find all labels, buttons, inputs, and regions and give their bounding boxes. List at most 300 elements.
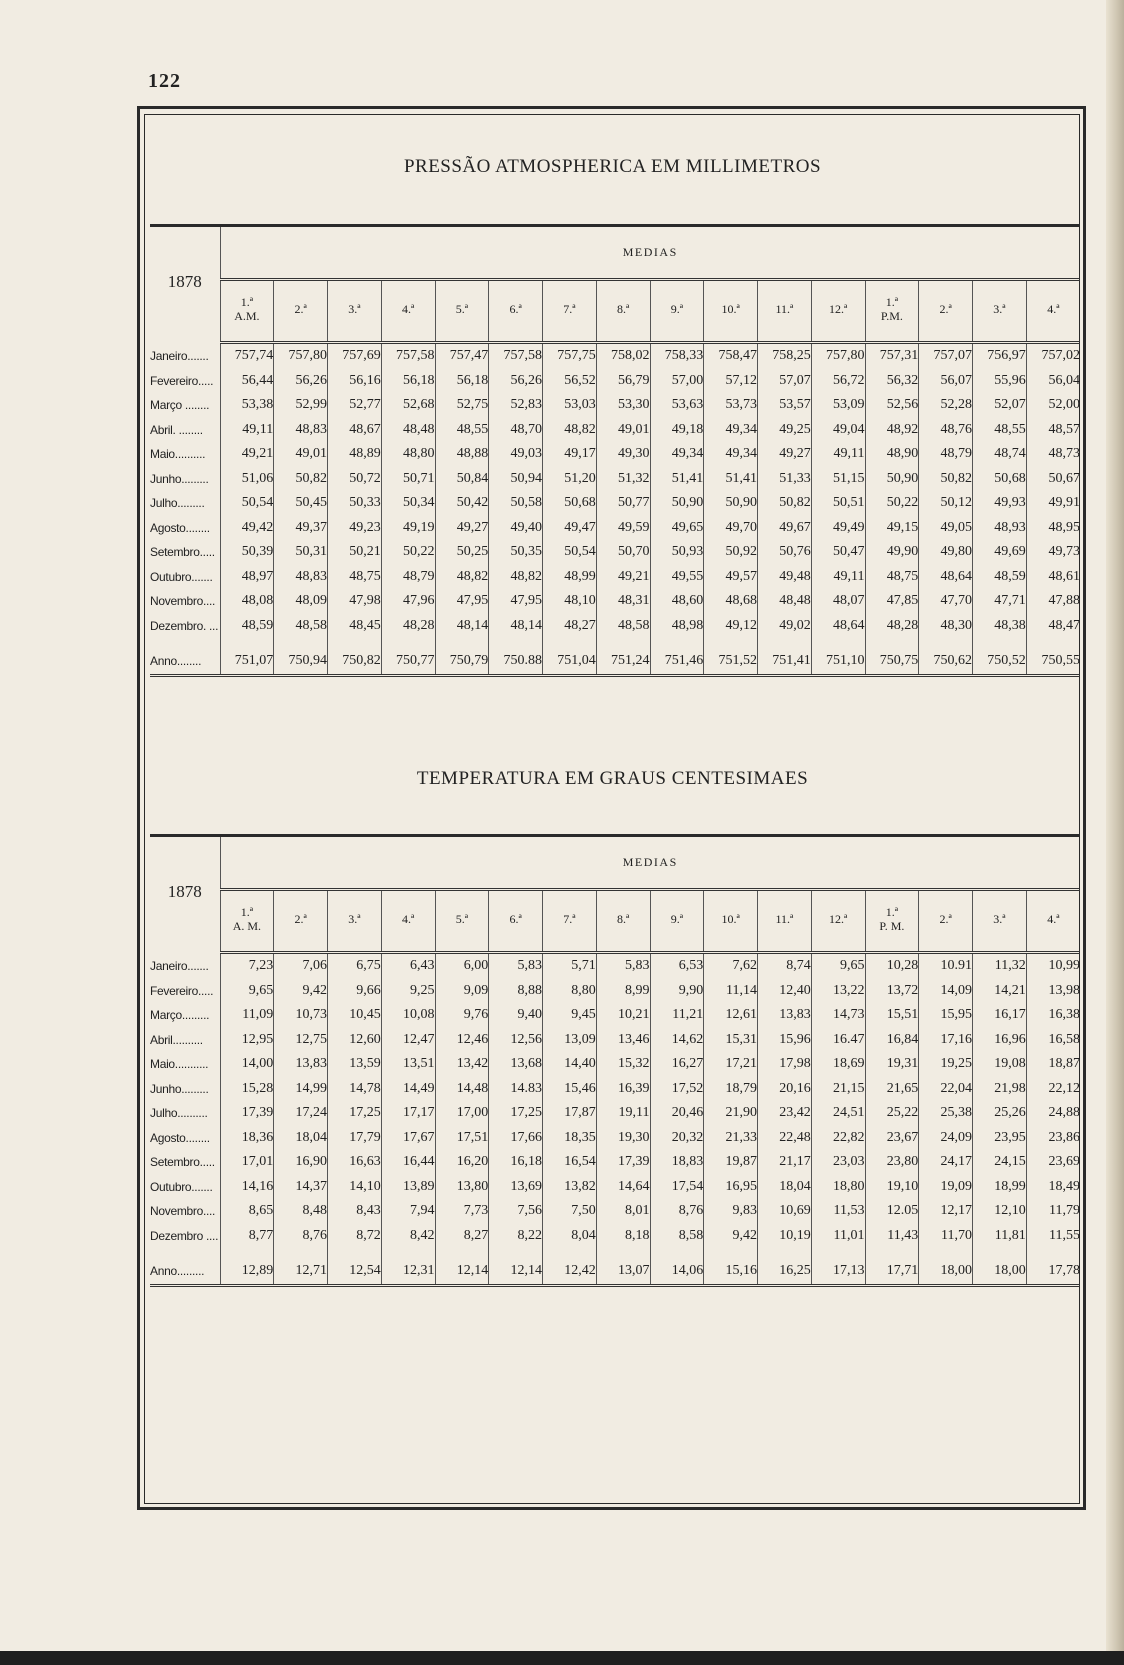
table-cell: 17,39 (220, 1101, 274, 1126)
table-cell: 23,86 (1026, 1126, 1080, 1151)
column-header (381, 279, 435, 337)
table-cell: 15,46 (543, 1077, 597, 1102)
table-cell: 8,27 (435, 1224, 489, 1249)
table-cell: 52,00 (1026, 393, 1080, 418)
table-cell: 18,35 (543, 1126, 597, 1151)
table-cell: 14,48 (435, 1077, 489, 1102)
table-cell: 48,82 (435, 565, 489, 590)
table-cell: 48,09 (274, 589, 328, 614)
annual-cell: 18,00 (973, 1258, 1027, 1286)
table-cell: 16,27 (650, 1052, 704, 1077)
column-header-number: 11.ª (775, 911, 794, 926)
column-header-number: 2.ª (939, 301, 952, 316)
table-cell: 18,04 (758, 1175, 812, 1200)
table-cell: 19,11 (596, 1101, 650, 1126)
table-cell: 19,87 (704, 1150, 758, 1175)
table-cell: 11,81 (973, 1224, 1027, 1249)
annual-cell: 17,71 (865, 1258, 919, 1286)
table-row (150, 614, 1080, 639)
table-cell: 51,33 (758, 467, 812, 492)
annual-cell: 12,14 (489, 1258, 543, 1286)
table-cell: 50,92 (704, 540, 758, 565)
table-cell: 50,54 (220, 491, 274, 516)
annual-cell: 12,71 (274, 1258, 328, 1286)
table-cell: 8,01 (596, 1199, 650, 1224)
table-cell: 53,57 (758, 393, 812, 418)
table-cell: 56,52 (543, 369, 597, 394)
table-cell: 12,17 (919, 1199, 973, 1224)
table-cell: 51,41 (704, 467, 758, 492)
pressure-title: PRESSÃO ATMOSPHERICA EM MILLIMETROS (403, 156, 822, 177)
table-cell: 15,32 (596, 1052, 650, 1077)
column-header-number: 9.ª (670, 301, 684, 316)
table-cell: 55,96 (973, 369, 1027, 394)
column-header-period: A.M. (234, 308, 260, 323)
table-cell: 17,24 (274, 1101, 328, 1126)
column-header-number: 5.ª (455, 911, 469, 926)
table-cell: 16,90 (274, 1150, 328, 1175)
table-cell: 13,69 (489, 1175, 543, 1200)
table-cell: 6,00 (435, 953, 489, 979)
table-cell: 16,39 (596, 1077, 650, 1102)
table-cell: 48,60 (650, 589, 704, 614)
table-cell: 13,89 (381, 1175, 435, 1200)
annual-cell: 12,42 (543, 1258, 597, 1286)
table-cell: 56,79 (596, 369, 650, 394)
table-cell: 6,43 (381, 953, 435, 979)
table-cell: 21,17 (758, 1150, 812, 1175)
table-cell: 12,75 (274, 1028, 328, 1053)
month-label: Janeiro....... (150, 953, 220, 979)
table-cell: 15,95 (919, 1003, 973, 1028)
column-header (220, 279, 274, 337)
column-header (811, 279, 865, 337)
table-cell: 50,35 (489, 540, 543, 565)
column-header-number: 4.ª (1047, 911, 1060, 926)
table-cell: 10,08 (381, 1003, 435, 1028)
table-cell: 49,21 (220, 442, 274, 467)
table-cell: 15,51 (865, 1003, 919, 1028)
table-cell: 53,63 (650, 393, 704, 418)
month-label: Março......... (150, 1003, 220, 1028)
table-cell: 13,22 (811, 979, 865, 1004)
table-cell: 11,01 (811, 1224, 865, 1249)
annual-cell: 14,06 (650, 1258, 704, 1286)
table-cell: 14,99 (274, 1077, 328, 1102)
table-cell: 49,34 (650, 442, 704, 467)
annual-cell: 750,52 (973, 648, 1027, 676)
table-row (150, 589, 1080, 614)
table-cell: 17,52 (650, 1077, 704, 1102)
table-cell: 5,83 (489, 953, 543, 979)
table-cell: 16,63 (328, 1150, 382, 1175)
table-cell: 10.91 (919, 953, 973, 979)
column-header-number: 6.ª (509, 911, 522, 926)
table-cell: 52,77 (328, 393, 382, 418)
table-cell: 49,47 (543, 516, 597, 541)
table-cell: 16,58 (1026, 1028, 1080, 1053)
column-header-number: 10.ª (721, 301, 740, 316)
table-cell: 48,82 (489, 565, 543, 590)
table-cell: 8,65 (220, 1199, 274, 1224)
month-label: Novembro.... (150, 589, 220, 614)
table-cell: 11,55 (1026, 1224, 1080, 1249)
annual-cell: 12,89 (220, 1258, 274, 1286)
table-cell: 9,76 (435, 1003, 489, 1028)
annual-cell: 18,00 (919, 1258, 973, 1286)
table-cell: 49,01 (596, 418, 650, 443)
table-cell: 16,95 (704, 1175, 758, 1200)
table-cell: 10,73 (274, 1003, 328, 1028)
table-cell: 19,25 (919, 1052, 973, 1077)
table-cell: 50,31 (274, 540, 328, 565)
annual-cell: 12,14 (435, 1258, 489, 1286)
table-cell: 16,84 (865, 1028, 919, 1053)
table-cell: 13,59 (328, 1052, 382, 1077)
table-cell: 47,96 (381, 589, 435, 614)
table-cell: 23,03 (811, 1150, 865, 1175)
table-cell: 56,18 (381, 369, 435, 394)
column-header-number: 2.ª (294, 301, 307, 316)
table-cell: 13,46 (596, 1028, 650, 1053)
table-cell: 48,67 (328, 418, 382, 443)
annual-cell: 751,04 (543, 648, 597, 676)
table-cell: 48,98 (650, 614, 704, 639)
table-cell: 48,59 (220, 614, 274, 639)
table-cell: 17,01 (220, 1150, 274, 1175)
column-header-number: 10.ª (721, 911, 740, 926)
table-cell: 49,48 (758, 565, 812, 590)
table-cell: 14,10 (328, 1175, 382, 1200)
column-header (1026, 889, 1080, 947)
table-cell: 14,64 (596, 1175, 650, 1200)
table-cell: 23,80 (865, 1150, 919, 1175)
table-cell: 48,74 (973, 442, 1027, 467)
month-label: Agosto........ (150, 1126, 220, 1151)
column-header (489, 279, 543, 337)
table-cell: 56,44 (220, 369, 274, 394)
table-cell: 48,47 (1026, 614, 1080, 639)
column-header-number: 4.ª (401, 911, 415, 926)
annual-cell: 750,55 (1026, 648, 1080, 676)
month-label: Maio.......... (150, 442, 220, 467)
page-number: 122 (148, 70, 181, 92)
table-cell: 49,70 (704, 516, 758, 541)
table-cell: 49,12 (704, 614, 758, 639)
annual-cell: 751,24 (596, 648, 650, 676)
table-row (150, 369, 1080, 394)
table-cell: 11,32 (973, 953, 1027, 979)
table-cell: 49,40 (489, 516, 543, 541)
table-cell: 49,93 (973, 491, 1027, 516)
table-cell: 50,84 (435, 467, 489, 492)
table-row (150, 1150, 1080, 1175)
column-header (220, 889, 274, 947)
table-cell: 48,64 (811, 614, 865, 639)
table-cell: 18,04 (274, 1126, 328, 1151)
table-cell: 13,80 (435, 1175, 489, 1200)
table-cell: 14,40 (543, 1052, 597, 1077)
table-cell: 21,98 (973, 1077, 1027, 1102)
column-header-number: 4.ª (401, 301, 415, 316)
table-cell: 52,99 (274, 393, 328, 418)
table-cell: 8,76 (274, 1224, 328, 1249)
table-cell: 18,99 (973, 1175, 1027, 1200)
table-cell: 7,50 (543, 1199, 597, 1224)
table-cell: 56,26 (489, 369, 543, 394)
column-header-period: P. M. (879, 918, 905, 933)
table-cell: 49,69 (973, 540, 1027, 565)
annual-cell: 750,94 (274, 648, 328, 676)
month-label: Dezembro .... (150, 1224, 220, 1249)
table-row (150, 1077, 1080, 1102)
table-cell: 48,99 (543, 565, 597, 590)
table-cell: 11,53 (811, 1199, 865, 1224)
table-cell: 7,23 (220, 953, 274, 979)
table-cell: 11,43 (865, 1224, 919, 1249)
column-header (650, 279, 704, 337)
table-cell: 757,47 (435, 343, 489, 369)
annual-cell: 751,07 (220, 648, 274, 676)
table-cell: 49,21 (596, 565, 650, 590)
table-cell: 50,72 (328, 467, 382, 492)
annual-cell: 751,41 (758, 648, 812, 676)
table-cell: 16,18 (489, 1150, 543, 1175)
table-cell: 758,47 (704, 343, 758, 369)
table-row (150, 418, 1080, 443)
table-row (150, 393, 1080, 418)
column-header-number: 8.ª (616, 911, 630, 926)
table-cell: 12,40 (758, 979, 812, 1004)
table-cell: 14,78 (328, 1077, 382, 1102)
table-cell: 757,74 (220, 343, 274, 369)
table-cell: 11,79 (1026, 1199, 1080, 1224)
table-row (150, 1003, 1080, 1028)
table-cell: 48,64 (919, 565, 973, 590)
table-cell: 18,83 (650, 1150, 704, 1175)
column-header (758, 889, 812, 947)
table-cell: 48,45 (328, 614, 382, 639)
table-cell: 21,15 (811, 1077, 865, 1102)
table-cell: 50,76 (758, 540, 812, 565)
table-row (150, 442, 1080, 467)
column-header (704, 889, 758, 947)
table-cell: 8,72 (328, 1224, 382, 1249)
table-cell: 22,12 (1026, 1077, 1080, 1102)
annual-cell: 13,07 (596, 1258, 650, 1286)
table-cell: 17,25 (489, 1101, 543, 1126)
table-cell: 48,30 (919, 614, 973, 639)
table-cell: 49,15 (865, 516, 919, 541)
table-cell: 50,12 (919, 491, 973, 516)
table-cell: 11,70 (919, 1224, 973, 1249)
table-cell: 757,80 (811, 343, 865, 369)
column-header (543, 889, 597, 947)
table-cell: 48,48 (758, 589, 812, 614)
table-cell: 49,55 (650, 565, 704, 590)
column-header (650, 889, 704, 947)
scan-bottom-edge (0, 1651, 1124, 1665)
table-cell: 48,80 (381, 442, 435, 467)
column-header-period: A. M. (232, 918, 262, 933)
annual-cell: 15,16 (704, 1258, 758, 1286)
table-cell: 49,37 (274, 516, 328, 541)
table-cell: 50,68 (543, 491, 597, 516)
table-cell: 48,61 (1026, 565, 1080, 590)
table-cell: 50,90 (650, 491, 704, 516)
table-cell: 9,42 (704, 1224, 758, 1249)
table-cell: 48,08 (220, 589, 274, 614)
table-cell: 56,16 (328, 369, 382, 394)
month-label: Dezembro. ... (150, 614, 220, 639)
table-cell: 48,55 (435, 418, 489, 443)
table-cell: 10,21 (596, 1003, 650, 1028)
column-header (381, 889, 435, 947)
table-cell: 8,76 (650, 1199, 704, 1224)
table-cell: 49,11 (811, 565, 865, 590)
temperature-title: TEMPERATURA EM GRAUS CENTESIMAES (416, 768, 809, 789)
table-row (150, 979, 1080, 1004)
annual-cell: 750,77 (381, 648, 435, 676)
month-label: Junho......... (150, 1077, 220, 1102)
table-row (150, 565, 1080, 590)
table-cell: 51,20 (543, 467, 597, 492)
table-cell: 53,30 (596, 393, 650, 418)
table-cell: 6,75 (328, 953, 382, 979)
table-cell: 18,36 (220, 1126, 274, 1151)
annual-cell: 750,82 (328, 648, 382, 676)
table-row (150, 1101, 1080, 1126)
table-cell: 8,58 (650, 1224, 704, 1249)
column-header (865, 279, 919, 337)
table-cell: 17,51 (435, 1126, 489, 1151)
column-header-number: 1.ª (885, 294, 899, 309)
table-cell: 14,49 (381, 1077, 435, 1102)
table-cell: 20,16 (758, 1077, 812, 1102)
table-cell: 12,10 (973, 1199, 1027, 1224)
table-cell: 48,90 (865, 442, 919, 467)
table-cell: 18,69 (811, 1052, 865, 1077)
table-cell: 8,48 (274, 1199, 328, 1224)
table-cell: 56,04 (1026, 369, 1080, 394)
table-row (150, 491, 1080, 516)
table-cell: 12,47 (381, 1028, 435, 1053)
table-cell: 12,95 (220, 1028, 274, 1053)
table-row (150, 1199, 1080, 1224)
table-cell: 50,90 (865, 467, 919, 492)
table-cell: 47,95 (435, 589, 489, 614)
column-header-number: 7.ª (563, 911, 576, 926)
table-cell: 57,12 (704, 369, 758, 394)
table-cell: 17,00 (435, 1101, 489, 1126)
column-header-number: 2.ª (294, 911, 307, 926)
table-cell: 8,74 (758, 953, 812, 979)
table-cell: 22,48 (758, 1126, 812, 1151)
table-cell: 9,66 (328, 979, 382, 1004)
table-cell: 49,49 (811, 516, 865, 541)
table-cell: 49,57 (704, 565, 758, 590)
table-cell: 49,27 (435, 516, 489, 541)
table-cell: 47,85 (865, 589, 919, 614)
table-cell: 15,96 (758, 1028, 812, 1053)
table-cell: 25,26 (973, 1101, 1027, 1126)
annual-cell: 12,31 (381, 1258, 435, 1286)
column-header (758, 279, 812, 337)
column-header-number: 9.ª (670, 911, 684, 926)
column-header (274, 279, 328, 337)
table-cell: 8,42 (381, 1224, 435, 1249)
table-cell: 20,32 (650, 1126, 704, 1151)
month-label: Agosto........ (150, 516, 220, 541)
table-cell: 17,67 (381, 1126, 435, 1151)
table-cell: 56,26 (274, 369, 328, 394)
column-header-number: 3.ª (348, 301, 361, 316)
annual-label: Anno........ (150, 648, 220, 676)
table-cell: 9,65 (811, 953, 865, 979)
temperature-table (150, 834, 1080, 1287)
table-cell: 17,17 (381, 1101, 435, 1126)
medias-header: MEDIAS (220, 227, 1080, 279)
table-cell: 48,83 (274, 418, 328, 443)
table-cell: 8,22 (489, 1224, 543, 1249)
table-cell: 13,42 (435, 1052, 489, 1077)
column-header-number: 12.ª (828, 301, 848, 316)
medias-header: MEDIAS (220, 837, 1080, 889)
table-cell: 48,58 (596, 614, 650, 639)
table-cell: 49,65 (650, 516, 704, 541)
column-header-number: 7.ª (563, 301, 576, 316)
pressure-table (150, 224, 1080, 677)
table-cell: 52,07 (973, 393, 1027, 418)
table-cell: 23,42 (758, 1101, 812, 1126)
column-header-number: 1.ª (240, 294, 254, 309)
annual-cell: 750.88 (489, 648, 543, 676)
table-cell: 13,83 (758, 1003, 812, 1028)
column-header (435, 889, 489, 947)
table-cell: 50,22 (865, 491, 919, 516)
table-cell: 50,34 (381, 491, 435, 516)
table-cell: 49,05 (919, 516, 973, 541)
column-header (865, 889, 919, 947)
table-cell: 49,17 (543, 442, 597, 467)
year-label: 1878 (150, 227, 220, 337)
table-cell: 17,87 (543, 1101, 597, 1126)
column-header-number: 4.ª (1047, 301, 1060, 316)
table-cell: 48,14 (489, 614, 543, 639)
table-cell: 48,14 (435, 614, 489, 639)
table-cell: 51,32 (596, 467, 650, 492)
table-cell: 12,46 (435, 1028, 489, 1053)
table-cell: 52,28 (919, 393, 973, 418)
table-cell: 47,70 (919, 589, 973, 614)
table-cell: 50,21 (328, 540, 382, 565)
table-cell: 14,21 (973, 979, 1027, 1004)
column-header (596, 889, 650, 947)
table-cell: 48,88 (435, 442, 489, 467)
table-cell: 17,98 (758, 1052, 812, 1077)
table-cell: 21,33 (704, 1126, 758, 1151)
table-cell: 12,60 (328, 1028, 382, 1053)
table-cell: 24,09 (919, 1126, 973, 1151)
month-label: Março ........ (150, 393, 220, 418)
table-cell: 7,06 (274, 953, 328, 979)
table-cell: 50,51 (811, 491, 865, 516)
table-cell: 49,34 (704, 418, 758, 443)
table-cell: 48,95 (1026, 516, 1080, 541)
table-cell: 14,37 (274, 1175, 328, 1200)
table-cell: 47,71 (973, 589, 1027, 614)
table-cell: 49,04 (811, 418, 865, 443)
